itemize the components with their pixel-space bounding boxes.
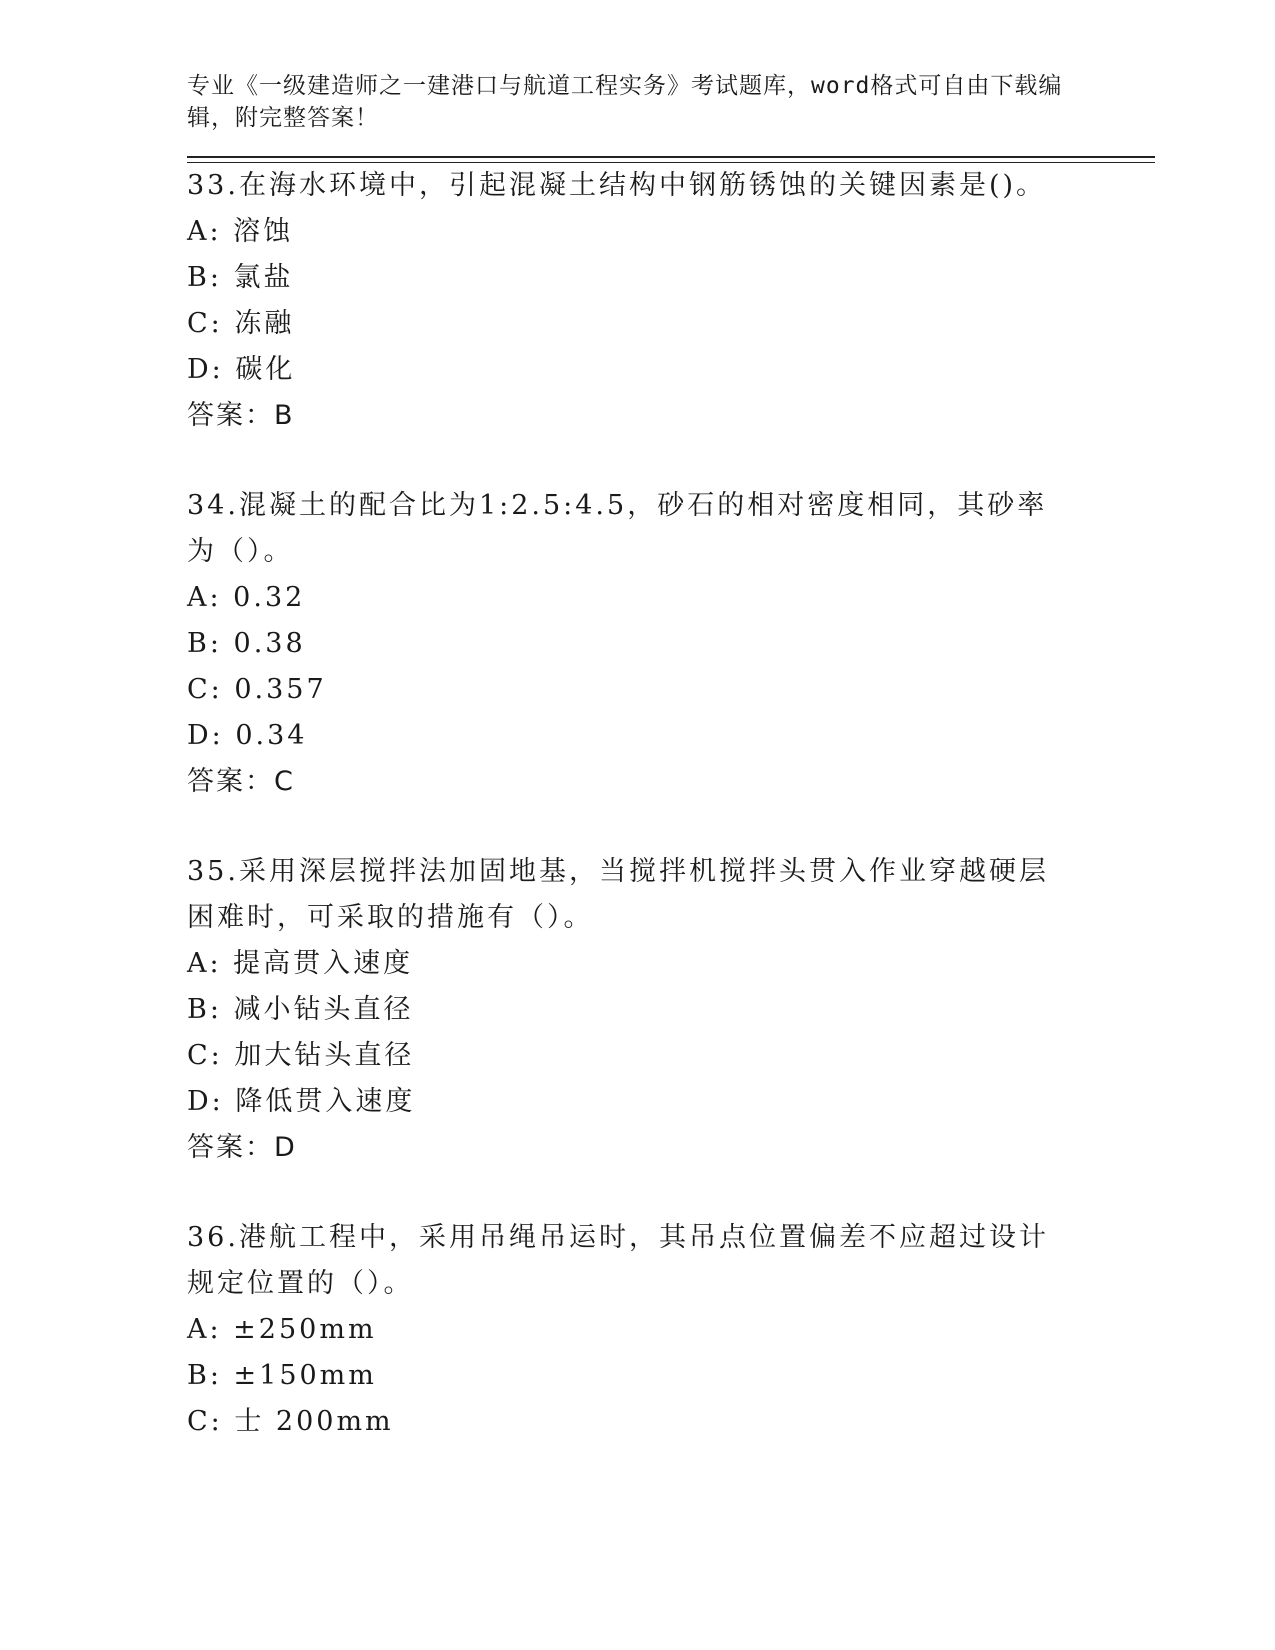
answer: 答案：D [187,1132,297,1163]
option-c: C: 加大钻头直径 [187,1040,415,1071]
option-a: A: 溶蚀 [187,216,294,247]
option-d: D: 0.34 [187,720,308,751]
option-c: C: 冻融 [187,308,295,339]
question-stem: 36.港航工程中，采用吊绳吊运时，其吊点位置偏差不应超过设计规定位置的（）。 [187,1222,1049,1299]
option-c: C: 士 200mm [187,1406,394,1437]
question-36 [187,1215,1147,1445]
header-divider [187,156,1155,163]
option-b: B: 减小钻头直径 [187,994,414,1025]
answer: 答案：C [187,766,295,797]
document-header: 专业《一级建造师之一建港口与航道工程实务》考试题库，word格式可自由下载编辑，附完整答案！ [187,73,1063,131]
option-b: B: ±150mm [187,1360,377,1391]
question-stem: 34.混凝土的配合比为1:2.5:4.5，砂石的相对密度相同，其砂率为（）。 [187,490,1048,567]
question-stem: 35.采用深层搅拌法加固地基，当搅拌机搅拌头贯入作业穿越硬层困难时，可采取的措施有（）。 [187,856,1049,933]
option-d: D: 降低贯入速度 [187,1086,416,1117]
answer: 答案：B [187,400,295,431]
question-stem: 33.在海水环境中，引起混凝土结构中钢筋锈蚀的关键因素是()。 [187,170,1047,201]
question-33 [187,163,1147,439]
option-b: B: 氯盐 [187,262,294,293]
option-d: D: 碳化 [187,354,296,385]
option-a: A: 0.32 [187,582,306,613]
question-34 [187,483,1147,805]
option-b: B: 0.38 [187,628,306,659]
question-35 [187,849,1147,1171]
document-page [187,70,1147,1445]
option-c: C: 0.357 [187,674,327,705]
option-a: A: 提高贯入速度 [187,948,414,979]
option-a: A: ±250mm [187,1314,377,1345]
